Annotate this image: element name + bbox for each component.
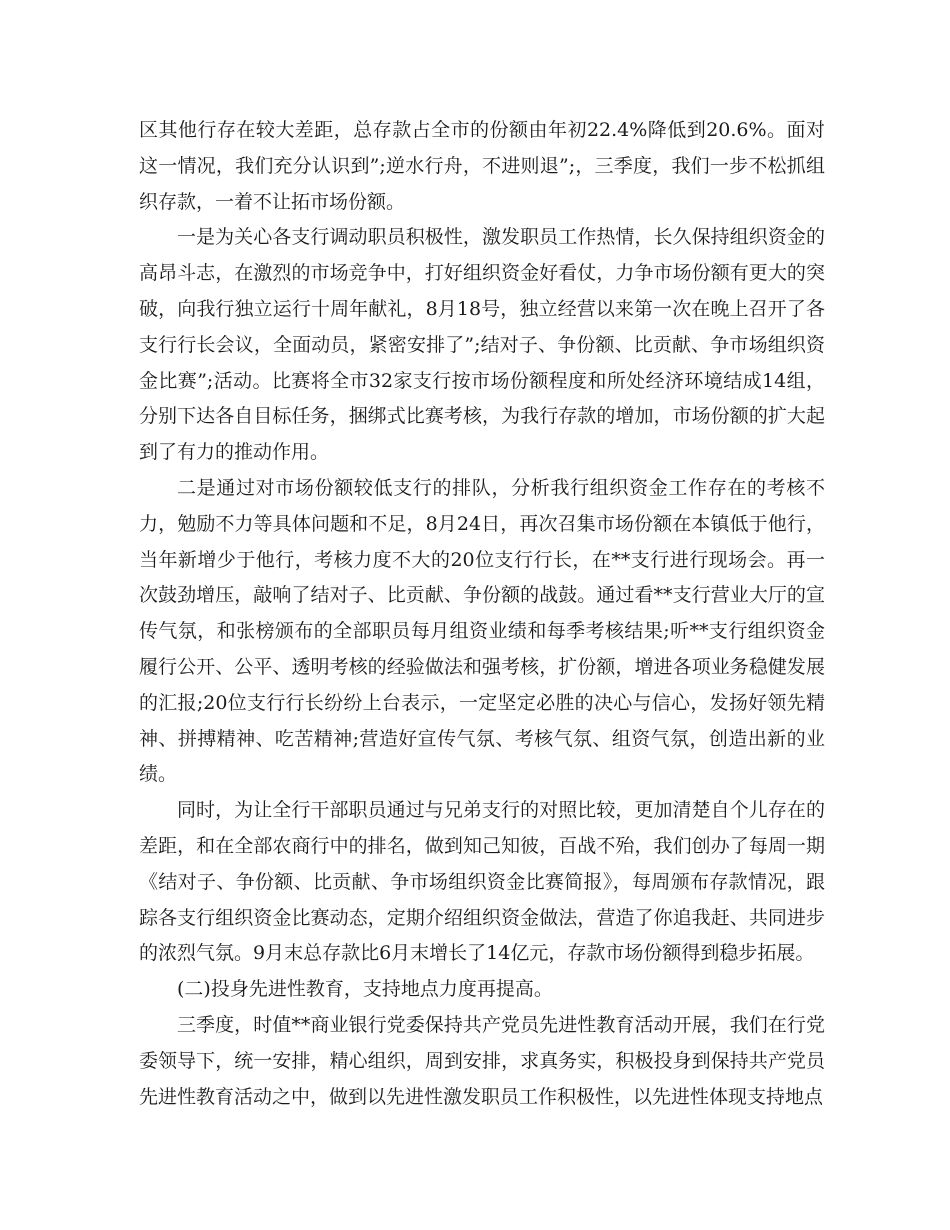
paragraph-4: 同时，为让全行干部职员通过与兄弟支行的对照比较，更加清楚自个儿存在的差距，和在全部农商行中的排名，做到知己知彼，百战不殆，我们创办了每周一期《结对子、争份额、比贡献、争市场组织资金比赛简报》，每周颁布存款情况，跟踪各支行组织资金比赛动态，定期介绍组织资金做法，营造了你追我赶、共同进步的浓烈气氛。9月末总存款比6月末增长了14亿元，存款市场份额得到稳步拓展。 [139,799,825,965]
paragraph-1: 区其他行存在较大差距，总存款占全市的份额由年初22.4%降低到20.6%。面对这一情况，我们充分认识到”;逆水行舟，不进则退”;，三季度，我们一步不松抓组织存款，一着不让拓市场份额。 [139,119,825,213]
document-body [139,113,825,1115]
paragraph-5: 三季度，时值**商业银行党委保持共产党员先进性教育活动开展，我们在行党委领导下，统一安排，精心组织，周到安排，求真务实，积极投身到保持共产党员先进性教育活动之中，做到以先进性激发职员工作积极性，以先进性体现支持地点 [139,1013,825,1108]
paragraph-3: 二是通过对市场份额较低支行的排队，分析我行组织资金工作存在的考核不力，勉励不力等具体问题和不足，8月24日，再次召集市场份额在本镇低于他行，当年新增少于他行，考核力度不大的20位支行行长，在**支行进行现场会。再一次鼓劲增压，敲响了结对子、比贡献、争份额的战鼓。通过看**支行营业大厅的宣传气氛，和张榜颁布的全部职员每月组资业绩和每季考核结果;听**支行组织资金履行公开、公平、透明考核的经验做法和强考核，扩份额，增进各项业务稳健发展的汇报;20位支行行长纷纷上台表示，一定坚定必胜的决心与信心，发扬好领先精神、拼搏精神、吃苦精神;营造好宣传气氛、考核气氛、组资气氛，创造出新的业绩。 [139,476,825,786]
paragraph-2: 一是为关心各支行调动职员积极性，激发职员工作热情，长久保持组织资金的高昂斗志，在激烈的市场竞争中，打好组织资金好看仗，力争市场份额有更大的突破，向我行独立运行十周年献礼，8月18号，独立经营以来第一次在晚上召开了各支行行长会议，全面动员，紧密安排了”;结对子、争份额、比贡献、争市场组织资金比赛”;活动。比赛将全市32家支行按市场份额程度和所处经济环境结成14组，分别下达各自目标任务，捆绑式比赛考核，为我行存款的增加，市场份额的扩大起到了有力的推动作用。 [139,226,825,464]
section-heading: (二)投身先进性教育，支持地点力度再提高。 [177,978,553,1001]
